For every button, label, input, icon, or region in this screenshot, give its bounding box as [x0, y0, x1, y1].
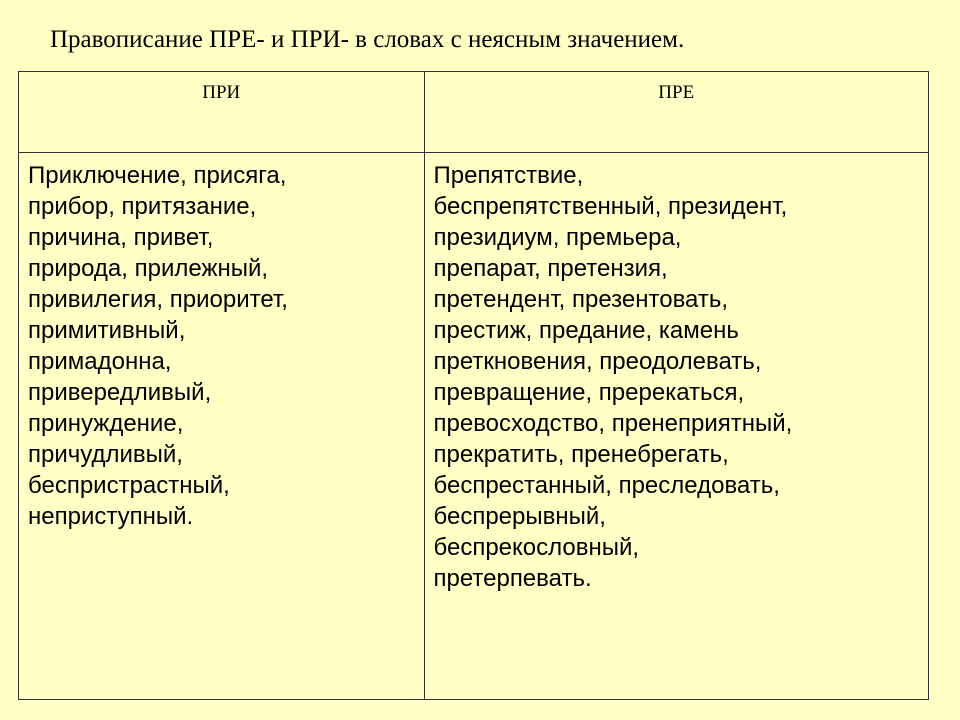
- pri-words-line: привилегия, приоритет,: [28, 286, 288, 313]
- pri-words-line: привередливый,: [28, 379, 212, 406]
- table-header-row: [19, 72, 929, 153]
- pre-words-line: преткновения, преодолевать,: [433, 348, 762, 375]
- pre-words-line: престиж, предание, камень: [433, 317, 739, 344]
- pri-words-cell: [19, 153, 425, 700]
- pri-words-line: примитивный,: [28, 317, 186, 344]
- header-pri: ПРИ: [19, 72, 425, 153]
- pri-words-line: принуждение,: [28, 410, 184, 437]
- pre-words-line: беспрерывный,: [433, 503, 606, 530]
- header-pre: ПРЕ: [424, 72, 929, 153]
- pri-words-line: прибор, притязание,: [28, 193, 257, 220]
- pre-words-line: претерпевать.: [433, 565, 592, 592]
- pre-words-line: прекратить, пренебрегать,: [433, 441, 729, 468]
- table-row: [19, 153, 929, 700]
- spelling-table: [18, 71, 929, 700]
- pre-words-line: превосходство, пренеприятный,: [433, 410, 793, 437]
- pri-words-line: примадонна,: [28, 348, 172, 375]
- pri-words-line: беспристрастный,: [28, 472, 230, 499]
- pre-words-line: беспрестанный, преследовать,: [433, 472, 780, 499]
- pri-words-line: причина, привет,: [28, 224, 214, 251]
- pre-words-line: беспрекословный,: [433, 534, 640, 561]
- pre-words-cell: [424, 153, 929, 700]
- pri-words-line: причудливый,: [28, 441, 183, 468]
- pre-words-line: препарат, претензия,: [433, 255, 668, 282]
- pre-words-line: претендент, презентовать,: [433, 286, 729, 313]
- pre-words-line: беспрепятственный, президент,: [433, 193, 788, 220]
- pri-words-line: природа, прилежный,: [28, 255, 269, 282]
- pri-words-line: Приключение, присяга,: [28, 162, 287, 189]
- pre-words-line: президиум, премьера,: [433, 224, 682, 251]
- pre-words-line: превращение, пререкаться,: [433, 379, 745, 406]
- pri-words-line: неприступный.: [28, 503, 194, 530]
- page-title: Правописание ПРЕ- и ПРИ- в словах с неясным значением.: [50, 26, 685, 53]
- pre-words-line: Препятствие,: [433, 162, 584, 189]
